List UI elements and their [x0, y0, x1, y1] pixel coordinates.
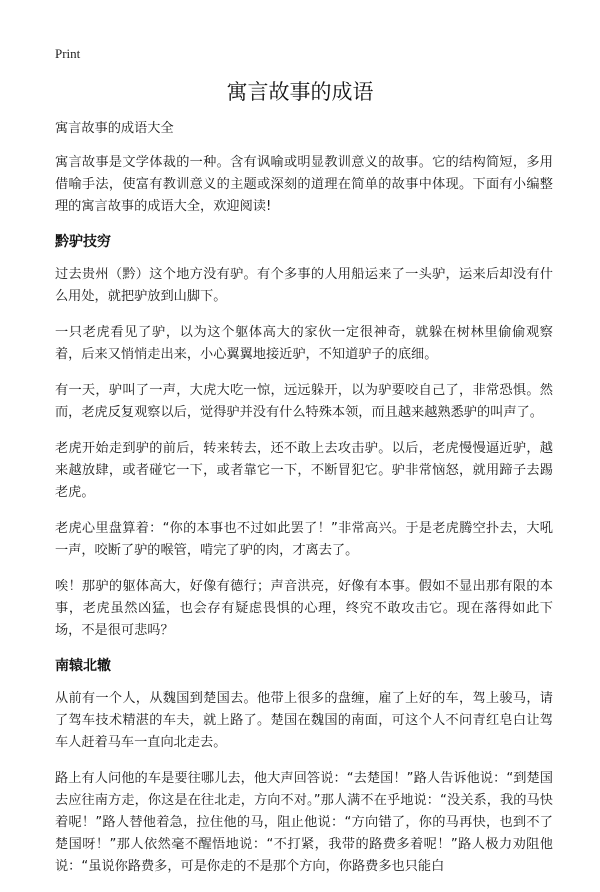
article-body	[55, 118, 553, 892]
section-heading: 南辕北辙	[55, 658, 111, 674]
paragraph: 路上有人问他的车是要往哪儿去，他大声回答说：“去楚国！”路人告诉他说：“到楚国去应往南方走，你这是在往北走，方向不对。”那人满不在乎地说：“没关系，我的马快着呢！”路人替他着急，拉住他的马，阻止他说：“方向错了，你的马再快，也到不了楚国呀！”那人依然毫不醒悟地说：“不打紧，我带的路费多着呢！”路人极力劝阻他说：“虽说你路费多，可是你走的不是那个方向，你路费多也只能白	[55, 771, 553, 874]
paragraph: 从前有一个人，从魏国到楚国去。他带上很多的盘缠，雇了上好的车，驾上骏马，请了驾车技术精湛的车夫，就上路了。楚国在魏国的南面，可这个人不问青红皂白让驾车人赶着马车一直向北走去。	[55, 691, 553, 750]
paragraph: 唉！那驴的躯体高大，好像有德行；声音洪亮，好像有本事。假如不显出那有限的本事，老虎虽然凶猛，也会存有疑虑畏惧的心理，终究不敢攻击它。现在落得如此下场，不是很可悲吗？	[55, 579, 553, 638]
section-heading: 黔驴技穷	[55, 234, 111, 250]
intro-paragraph: 寓言故事是文学体裁的一种。含有讽喻或明显教训意义的故事。它的结构简短，多用借喻手法，使富有教训意义的主题或深刻的道理在简单的故事中体现。下面有小编整理的寓言故事的成语大全，欢迎阅读!	[55, 155, 553, 214]
article-subtitle: 寓言故事的成语大全	[55, 121, 174, 136]
paragraph: 一只老虎看见了驴，以为这个躯体高大的家伙一定很神奇，就躲在树林里偷偷观察着，后来又悄悄走出来，小心翼翼地接近驴，不知道驴子的底细。	[55, 325, 553, 362]
page-title: 寓言故事的成语	[226, 80, 374, 104]
paragraph: 有一天，驴叫了一声，大虎大吃一惊，远远躲开，以为驴要咬自己了，非常恐惧。然而，老虎反复观察以后，觉得驴并没有什么特殊本领，而且越来越熟悉驴的叫声了。	[55, 383, 553, 420]
paragraph: 过去贵州（黔）这个地方没有驴。有个多事的人用船运来了一头驴，运来后却没有什么用处，就把驴放到山脚下。	[55, 267, 553, 304]
paragraph: 老虎开始走到驴的前后，转来转去，还不敢上去攻击驴。以后，老虎慢慢逼近驴，越来越放肆，或者碰它一下，或者靠它一下，不断冒犯它。驴非常恼怒，就用蹄子去踢老虎。	[55, 441, 553, 500]
paragraph: 老虎心里盘算着：“你的本事也不过如此罢了！”非常高兴。于是老虎腾空扑去，大吼一声，咬断了驴的喉管，啃完了驴的肉，才离去了。	[55, 521, 553, 558]
print-link[interactable]: Print	[55, 46, 81, 61]
